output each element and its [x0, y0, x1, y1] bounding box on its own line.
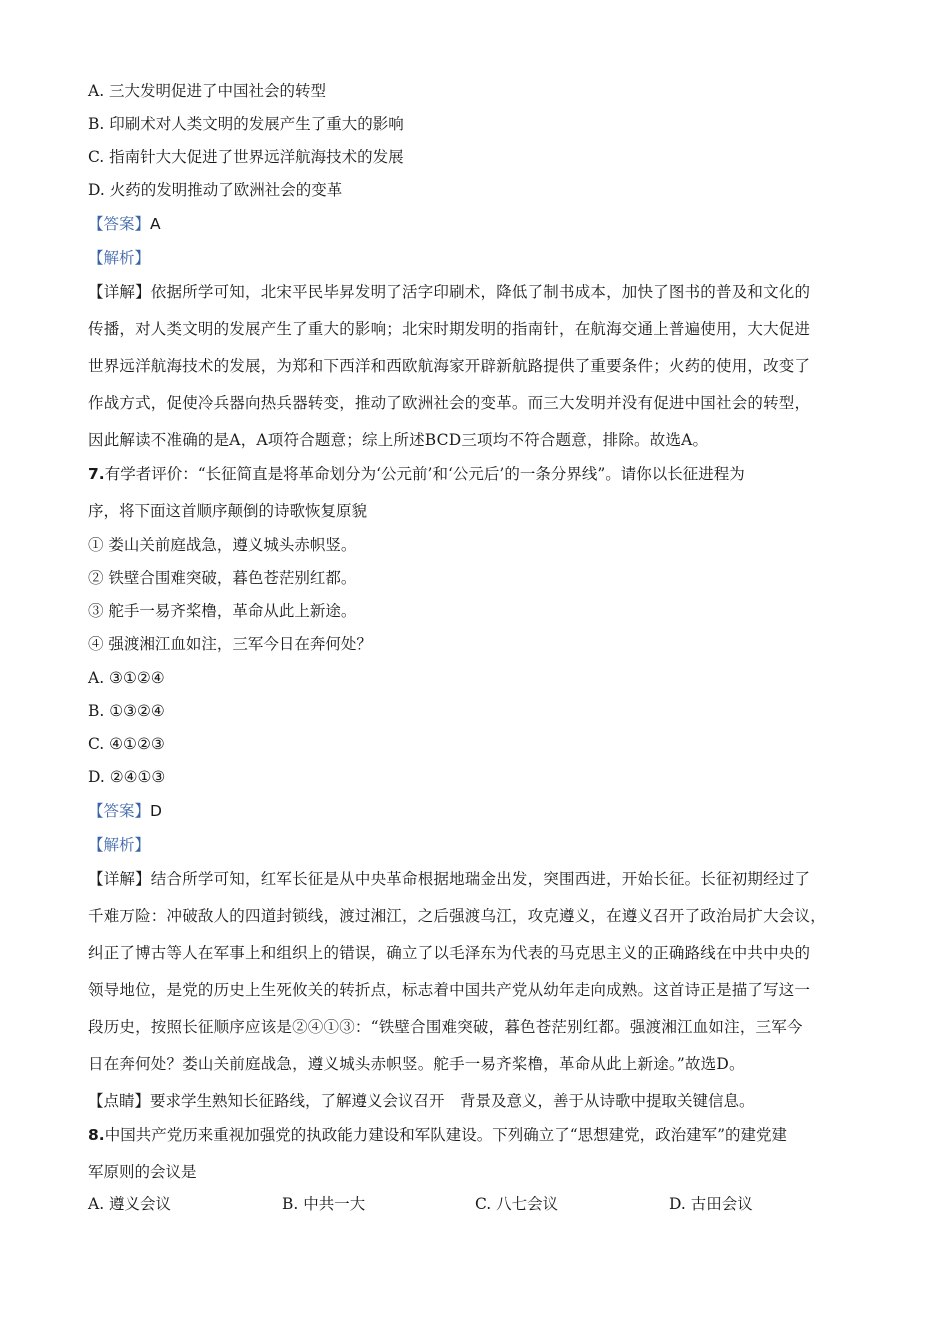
q6-answer-line	[88, 213, 868, 235]
q7-stem-line-1	[88, 463, 868, 485]
q6-analysis-tag: 【解析】	[88, 249, 151, 267]
q8-options-row	[88, 1193, 868, 1215]
q8-option-c: C. 八七会议	[475, 1195, 559, 1213]
q6-option-d: D. 火药的发明推动了欧洲社会的变革	[88, 181, 343, 199]
q7-answer-line	[88, 800, 868, 822]
q6-detail-line-3: 世界远洋航海技术的发展，为郑和下西洋和西欧航海家开辟新航路提供了重要条件；火药的使用，改变了	[88, 357, 811, 375]
q6-detail-line-4: 作战方式，促使冷兵器向热兵器转变，推动了欧洲社会的变革。而三大发明并没有促进中国社会的转型，	[88, 394, 811, 412]
q8-option-b: B. 中共一大	[282, 1195, 366, 1213]
q7-option-d: D. ②④①③	[88, 768, 166, 786]
q7-detail-line-3: 纠正了博古等人在军事上和组织上的错误，确立了以毛泽东为代表的马克思主义的正确路线在中共中央的	[88, 944, 811, 962]
q7-tip-line: 【点睛】要求学生熟知长征路线，了解遵义会议召开 背景及意义，善于从诗歌中提取关键信息。	[88, 1092, 755, 1110]
q7-analysis-tag: 【解析】	[88, 836, 151, 854]
q7-answer-tag: 【答案】	[88, 802, 151, 820]
q7-detail-line-2: 千难万险：冲破敌人的四道封锁线，渡过湘江，之后强渡乌江，攻克遵义，在遵义召开了政治局扩大会议，	[88, 907, 826, 925]
q7-verse-3: ③ 舵手一易齐桨橹，革命从此上新途。	[88, 602, 357, 620]
q7-option-b: B. ①③②④	[88, 702, 165, 720]
q8-number: 8.	[88, 1126, 105, 1144]
q7-verse-1: ① 娄山关前庭战急，遵义城头赤帜竖。	[88, 536, 357, 554]
q7-stem-line-2: 序，将下面这首顺序颠倒的诗歌恢复原貌	[88, 502, 368, 520]
q8-stem-line-2: 军原则的会议是	[88, 1163, 197, 1181]
q6-answer-value: A	[150, 215, 161, 233]
q6-detail-line-1: 【详解】依据所学可知，北宋平民毕昇发明了活字印刷术，降低了制书成本，加快了图书的普及和文化的	[88, 283, 811, 301]
q6-option-a: A. 三大发明促进了中国社会的转型	[88, 82, 327, 100]
q7-verse-2: ② 铁壁合围难突破，暮色苍茫别红都。	[88, 569, 357, 587]
q7-number: 7.	[88, 465, 105, 483]
q6-detail-line-5: 因此解读不准确的是A，A项符合题意；综上所述BCD三项均不符合题意，排除。故选A。	[88, 431, 709, 449]
q8-option-d: D. 古田会议	[669, 1195, 753, 1213]
q6-option-b: B. 印刷术对人类文明的发展产生了重大的影响	[88, 115, 404, 133]
q6-detail-line-2: 传播，对人类文明的发展产生了重大的影响；北宋时期发明的指南针，在航海交通上普遍使用，大大促进	[88, 320, 811, 338]
q7-detail-line-5: 段历史，按照长征顺序应该是②④①③：“铁壁合围难突破，暮色苍茫别红都。强渡湘江血如注，三军今	[88, 1018, 803, 1036]
q8-stem-line-1	[88, 1124, 868, 1146]
q6-answer-tag: 【答案】	[88, 215, 151, 233]
q8-option-a: A. 遵义会议	[88, 1195, 172, 1213]
q7-answer-value: D	[150, 802, 162, 820]
q7-detail-line-1: 【详解】结合所学可知，红军长征是从中央革命根据地瑞金出发，突围西进，开始长征。长征初期经过了	[88, 870, 811, 888]
q8-stem-text-1: 中国共产党历来重视加强党的执政能力建设和军队建设。下列确立了“思想建党，政治建军”的建党建	[104, 1126, 788, 1144]
q7-stem-text-1: 有学者评价：“长征简直是将革命划分为‘公元前’和‘公元后’的一条分界线”。请你以长征进程为	[104, 465, 745, 483]
q7-detail-line-6: 日在奔何处？娄山关前庭战急，遵义城头赤帜竖。舵手一易齐桨橹，革命从此上新途。”故选D。	[88, 1055, 745, 1073]
q7-detail-line-4: 领导地位，是党的历史上生死攸关的转折点，标志着中国共产党从幼年走向成熟。这首诗正是描了写这一	[88, 981, 811, 999]
q6-option-c: C. 指南针大大促进了世界远洋航海技术的发展	[88, 148, 404, 166]
q7-verse-4: ④ 强渡湘江血如注，三军今日在奔何处？	[88, 635, 372, 653]
q7-option-c: C. ④①②③	[88, 735, 165, 753]
q7-option-a: A. ③①②④	[88, 669, 165, 687]
